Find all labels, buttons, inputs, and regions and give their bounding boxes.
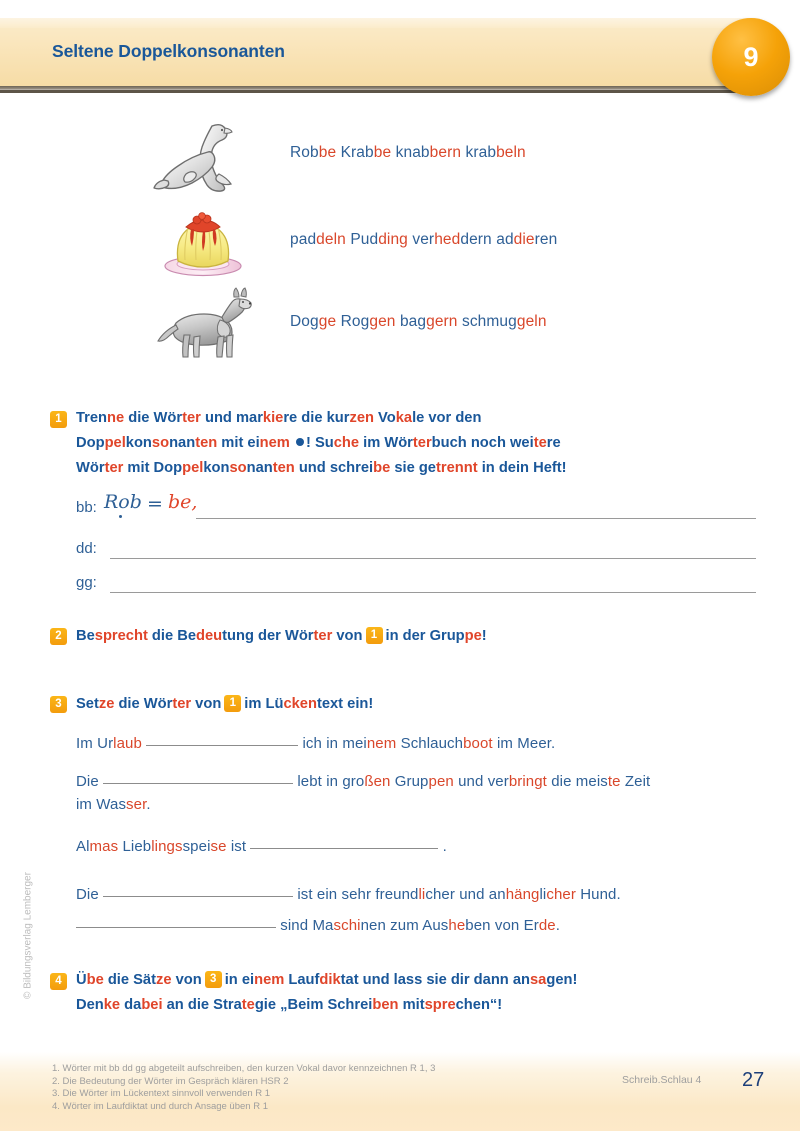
copyright-notice: © Bildungsverlag Lemberger — [22, 872, 34, 999]
cloze-sentence-2-line-2: im Wasser. — [76, 796, 151, 813]
task-1-number: 1 — [50, 411, 67, 428]
answer-rule-gg[interactable] — [110, 592, 756, 593]
word-list-dd: paddeln Pudding verheddern addieren — [290, 231, 558, 248]
answer-label-bb: bb: — [76, 499, 97, 516]
task-1-line-3: Wörter mit Doppelkonsonanten und schreibe sie getrennt in dein Heft! — [76, 460, 567, 476]
footer-notes — [52, 1063, 435, 1113]
answer-rule-bb[interactable] — [196, 518, 756, 519]
cloze-sentence-5: sind Maschinen zum Ausheben von Erde. — [76, 913, 560, 934]
seal-illustration — [150, 118, 260, 196]
task-1-instruction — [76, 406, 766, 481]
page-number-badge — [712, 18, 790, 96]
footer-note: 2. Die Bedeutung der Wörter im Gespräch klären HSR 2 — [52, 1075, 289, 1087]
word-list-bb: Robbe Krabbe knabbern krabbeln — [290, 144, 526, 161]
handwriting-be: be, — [168, 491, 198, 513]
cloze-gap-3[interactable] — [250, 834, 438, 849]
task-3-reference-badge: 1 — [224, 695, 241, 712]
task-3-instruction: Setze die Wörter von 1 im Lückentext ein! — [76, 696, 374, 712]
answer-label-gg: gg: — [76, 574, 97, 591]
task-4-instruction — [76, 968, 776, 1018]
footer-page-number: 27 — [742, 1069, 765, 1091]
cloze-gap-2[interactable] — [103, 769, 293, 784]
cloze-sentence-4: Die ist ein sehr freundlicher und anhänglicher Hund. — [76, 882, 621, 903]
word-row-gg — [150, 287, 770, 365]
header-divider-rule — [0, 90, 740, 93]
cloze-sentence-1: Im Urlaub ich in meinem Schlauchboot im Meer. — [76, 731, 555, 752]
cloze-gap-1[interactable] — [146, 731, 298, 746]
task-3-number: 3 — [50, 696, 67, 713]
footer-note: 1. Wörter mit bb dd gg abgeteilt aufschreiben, den kurzen Vokal davor kennzeichnen R 1, 3 — [52, 1063, 436, 1074]
cloze-gap-4[interactable] — [103, 882, 293, 897]
dot-marker-icon — [296, 438, 304, 446]
footer-note: 3. Die Wörter im Lückentext sinnvoll verwenden R 1 — [52, 1088, 271, 1100]
page-title: Seltene Doppelkonsonanten — [52, 41, 285, 61]
handwriting-rob: Rob — [104, 491, 142, 513]
task-1-line-1: Trenne die Wörter und markiere die kurzen Vokale vor den — [76, 410, 482, 426]
cloze-gap-5[interactable] — [76, 913, 276, 928]
task-4-reference-badge: 3 — [205, 971, 222, 988]
answer-rule-dd[interactable] — [110, 558, 756, 559]
short-vowel-dot-marker — [119, 515, 122, 518]
word-row-dd — [150, 205, 770, 283]
footer-series-label: Schreib.Schlau 4 — [622, 1074, 702, 1086]
task-2-instruction: Besprecht die Bedeutung der Wörter von 1 in der Gruppe! — [76, 628, 487, 644]
task-4-line-2: Denke dabei an die Strategie „Beim Schreiben mitsprechen“! — [76, 997, 503, 1013]
footer-note: 4. Wörter im Laufdiktat und durch Ansage üben R 1 — [52, 1100, 268, 1112]
task-4-line-1: Übe die Sätze von 3 in einem Laufdiktat und lass sie dir dann ansagen! — [76, 972, 578, 988]
great-dane-illustration — [150, 287, 260, 365]
pudding-illustration — [150, 205, 260, 283]
handwriting-equals-sign: = — [147, 493, 163, 515]
answer-label-dd: dd: — [76, 540, 97, 557]
task-2-number: 2 — [50, 628, 67, 645]
task-4-number: 4 — [50, 973, 67, 990]
word-list-gg: Dogge Roggen baggern schmuggeln — [290, 313, 547, 330]
cloze-sentence-2-line-1: Die lebt in großen Gruppen und verbringt die meiste Zeit — [76, 769, 650, 790]
page-number-badge-label: 9 — [743, 41, 759, 72]
task-1-line-2: Doppelkonsonanten mit einem ! Suche im Wörterbuch noch weitere — [76, 435, 561, 451]
cloze-sentence-3: Almas Lieblingsspeise ist . — [76, 834, 447, 855]
task-2-reference-badge: 1 — [366, 627, 383, 644]
word-row-bb — [150, 118, 770, 196]
